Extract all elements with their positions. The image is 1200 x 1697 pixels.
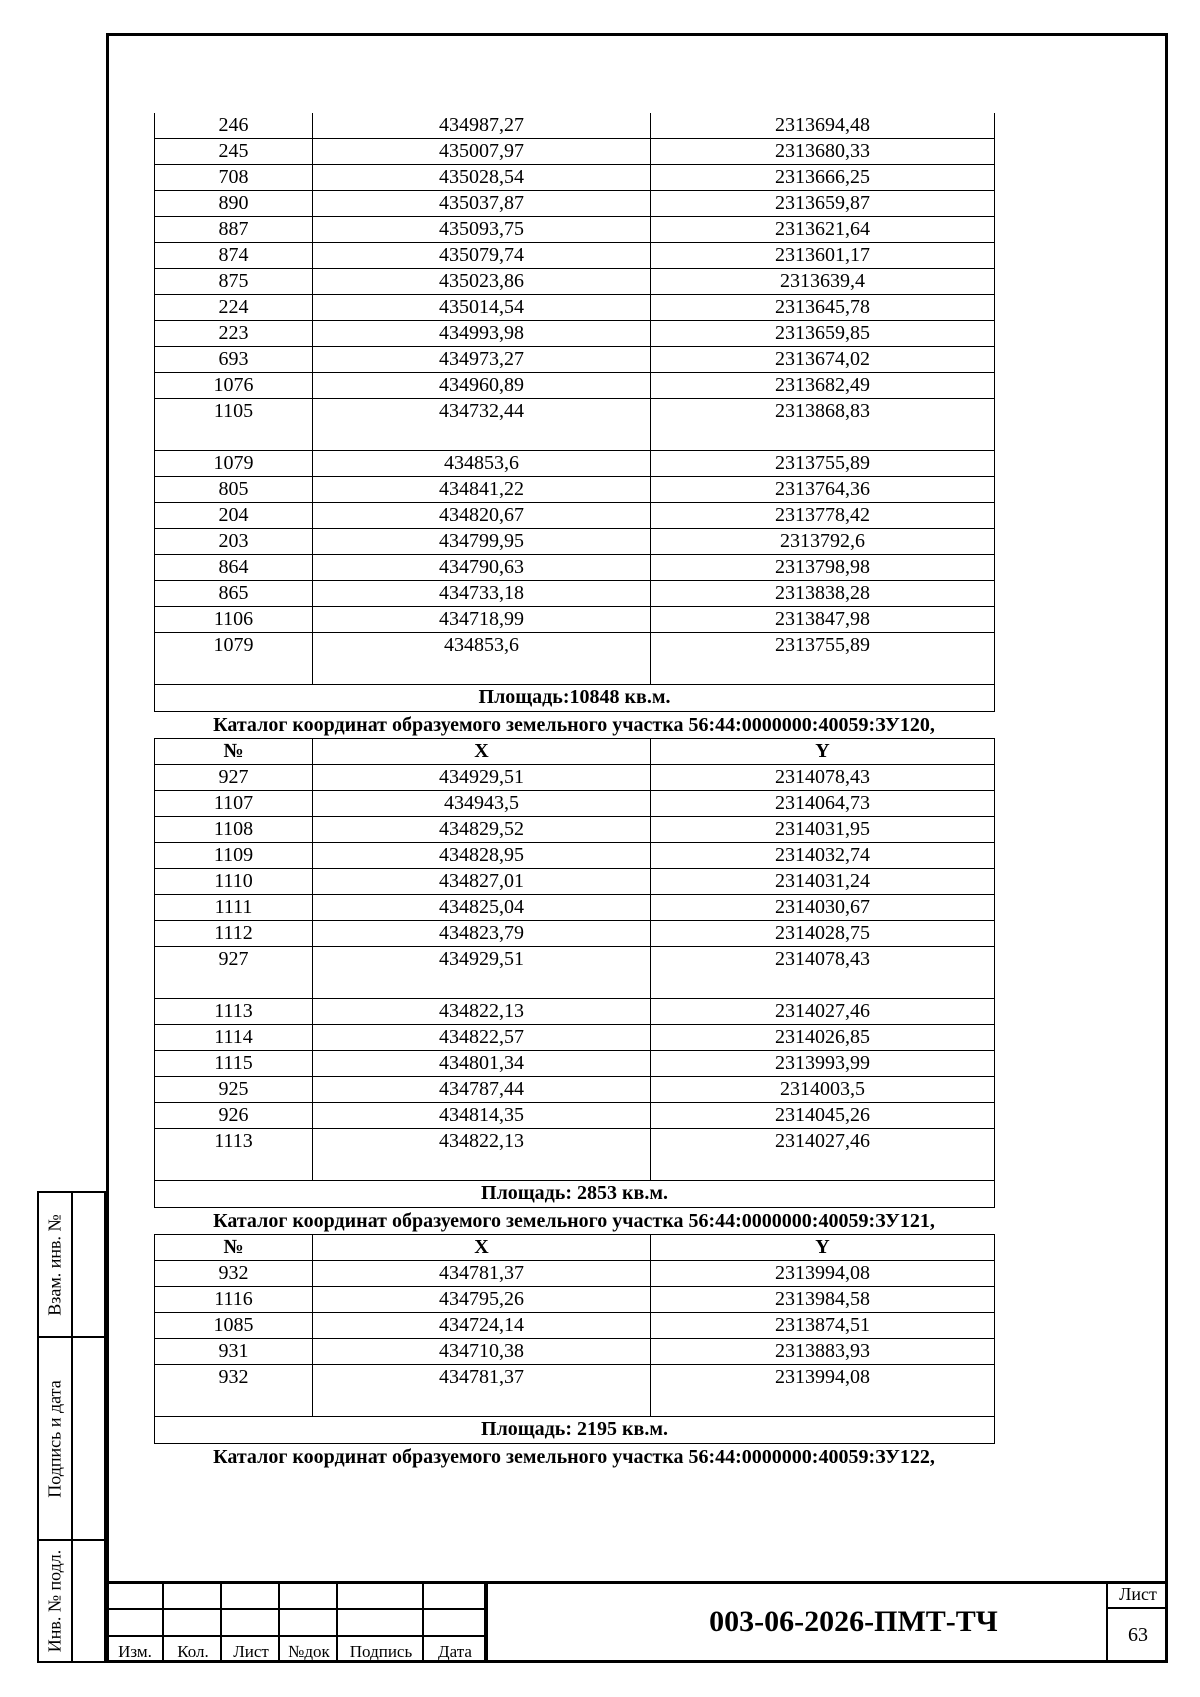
x-coordinate-cell: 434828,95 <box>313 843 651 869</box>
side-stamp-podpis <box>37 1336 106 1541</box>
y-coordinate-cell: 2314027,46 <box>651 999 995 1025</box>
x-coordinate-cell: 434827,01 <box>313 869 651 895</box>
table-row <box>155 1051 995 1077</box>
point-number-cell: 1107 <box>155 791 313 817</box>
y-coordinate-cell: 2313666,25 <box>651 165 995 191</box>
y-coordinate-cell: 2314031,24 <box>651 869 995 895</box>
y-coordinate-cell: 2314045,26 <box>651 1103 995 1129</box>
x-coordinate-cell: 434732,44 <box>313 399 651 451</box>
y-coordinate-cell: 2313621,64 <box>651 217 995 243</box>
table-row <box>155 529 995 555</box>
column-header-y: Y <box>651 739 995 765</box>
area-total: Площадь:10848 кв.м. <box>155 685 995 712</box>
y-coordinate-cell: 2313994,08 <box>651 1261 995 1287</box>
y-coordinate-cell: 2313874,51 <box>651 1313 995 1339</box>
x-coordinate-cell: 434814,35 <box>313 1103 651 1129</box>
column-header-x: X <box>313 1235 651 1261</box>
side-stamp-vzam <box>37 1191 106 1338</box>
point-number-cell: 1112 <box>155 921 313 947</box>
y-coordinate-cell: 2313994,08 <box>651 1365 995 1417</box>
stamp-label-data: Дата <box>438 1642 472 1661</box>
table-row <box>155 947 995 999</box>
point-number-cell: 1085 <box>155 1313 313 1339</box>
table-row <box>155 1365 995 1417</box>
y-coordinate-cell: 2314028,75 <box>651 921 995 947</box>
point-number-cell: 203 <box>155 529 313 555</box>
table-row <box>155 765 995 791</box>
table-row <box>155 581 995 607</box>
x-coordinate-cell: 434710,38 <box>313 1339 651 1365</box>
table-row <box>155 269 995 295</box>
x-coordinate-cell: 434825,04 <box>313 895 651 921</box>
y-coordinate-cell: 2313883,93 <box>651 1339 995 1365</box>
y-coordinate-cell: 2313847,98 <box>651 607 995 633</box>
document-code: 003-06-2026-ПМТ-ТЧ <box>486 1581 1200 1663</box>
x-coordinate-cell: 434993,98 <box>313 321 651 347</box>
point-number-cell: 1105 <box>155 399 313 451</box>
x-coordinate-cell: 434820,67 <box>313 503 651 529</box>
x-coordinate-cell: 435079,74 <box>313 243 651 269</box>
y-coordinate-cell: 2313778,42 <box>651 503 995 529</box>
point-number-cell: 927 <box>155 765 313 791</box>
table-row <box>155 373 995 399</box>
title-block <box>106 1581 1168 1663</box>
column-header-x: X <box>313 739 651 765</box>
point-number-cell: 1079 <box>155 451 313 477</box>
table-row <box>155 1025 995 1051</box>
point-number-cell: 1111 <box>155 895 313 921</box>
x-coordinate-cell: 435093,75 <box>313 217 651 243</box>
table-row <box>155 503 995 529</box>
area-total: Площадь: 2195 кв.м. <box>155 1417 995 1444</box>
x-coordinate-cell: 434973,27 <box>313 347 651 373</box>
table-row <box>155 321 995 347</box>
x-coordinate-cell: 435028,54 <box>313 165 651 191</box>
y-coordinate-cell: 2313639,4 <box>651 269 995 295</box>
y-coordinate-cell: 2313764,36 <box>651 477 995 503</box>
table-row <box>155 113 995 139</box>
table-row <box>155 477 995 503</box>
x-coordinate-cell: 434823,79 <box>313 921 651 947</box>
point-number-cell: 1079 <box>155 633 313 685</box>
catalog-title-zu120: Каталог координат образуемого земельного участка 56:44:0000000:40059:ЗУ120, <box>213 714 935 736</box>
y-coordinate-cell: 2314027,46 <box>651 1129 995 1181</box>
point-number-cell: 1113 <box>155 1129 313 1181</box>
table-row <box>155 869 995 895</box>
x-coordinate-cell: 435007,97 <box>313 139 651 165</box>
side-label-vzam: Взам. инв. № <box>44 1213 65 1316</box>
table-row <box>155 1313 995 1339</box>
stamp-label-ndok: №док <box>288 1642 330 1661</box>
x-coordinate-cell: 434790,63 <box>313 555 651 581</box>
x-coordinate-cell: 434853,6 <box>313 451 651 477</box>
table-row <box>155 165 995 191</box>
point-number-cell: 708 <box>155 165 313 191</box>
x-coordinate-cell: 435023,86 <box>313 269 651 295</box>
area-row <box>155 685 995 712</box>
table-row <box>155 791 995 817</box>
stamp-label-kol: Кол. <box>177 1642 209 1661</box>
table-row <box>155 347 995 373</box>
table-row <box>155 921 995 947</box>
x-coordinate-cell: 434853,6 <box>313 633 651 685</box>
table-row <box>155 817 995 843</box>
table-row <box>155 191 995 217</box>
point-number-cell: 1106 <box>155 607 313 633</box>
y-coordinate-cell: 2313993,99 <box>651 1051 995 1077</box>
point-number-cell: 246 <box>155 113 313 139</box>
table-row <box>155 1129 995 1181</box>
point-number-cell: 223 <box>155 321 313 347</box>
sheet-box <box>1106 1581 1168 1663</box>
point-number-cell: 693 <box>155 347 313 373</box>
table-row <box>155 243 995 269</box>
stamp-label-izm: Изм. <box>118 1642 152 1661</box>
stamp-label-podpis: Подпись <box>349 1642 413 1661</box>
y-coordinate-cell: 2314003,5 <box>651 1077 995 1103</box>
x-coordinate-cell: 434787,44 <box>313 1077 651 1103</box>
point-number-cell: 1109 <box>155 843 313 869</box>
y-coordinate-cell: 2313659,85 <box>651 321 995 347</box>
table-row <box>155 843 995 869</box>
table-row <box>155 1077 995 1103</box>
x-coordinate-cell: 434929,51 <box>313 947 651 999</box>
x-coordinate-cell: 434724,14 <box>313 1313 651 1339</box>
point-number-cell: 245 <box>155 139 313 165</box>
y-coordinate-cell: 2313682,49 <box>651 373 995 399</box>
point-number-cell: 926 <box>155 1103 313 1129</box>
x-coordinate-cell: 435037,87 <box>313 191 651 217</box>
table-row <box>155 1261 995 1287</box>
x-coordinate-cell: 434822,13 <box>313 999 651 1025</box>
x-coordinate-cell: 435014,54 <box>313 295 651 321</box>
x-coordinate-cell: 434929,51 <box>313 765 651 791</box>
y-coordinate-cell: 2314064,73 <box>651 791 995 817</box>
point-number-cell: 931 <box>155 1339 313 1365</box>
y-coordinate-cell: 2313755,89 <box>651 451 995 477</box>
y-coordinate-cell: 2313694,48 <box>651 113 995 139</box>
column-header-number: № <box>155 739 313 765</box>
sheet-number: 63 <box>1128 1624 1148 1646</box>
x-coordinate-cell: 434829,52 <box>313 817 651 843</box>
point-number-cell: 932 <box>155 1261 313 1287</box>
point-number-cell: 865 <box>155 581 313 607</box>
catalog-title-zu122: Каталог координат образуемого земельного участка 56:44:0000000:40059:ЗУ122, <box>213 1446 935 1468</box>
x-coordinate-cell: 434799,95 <box>313 529 651 555</box>
area-total: Площадь: 2853 кв.м. <box>155 1181 995 1208</box>
table-row <box>155 451 995 477</box>
x-coordinate-cell: 434718,99 <box>313 607 651 633</box>
revision-grid <box>106 1581 486 1663</box>
point-number-cell: 864 <box>155 555 313 581</box>
point-number-cell: 875 <box>155 269 313 295</box>
table-row <box>155 295 995 321</box>
area-row <box>155 1417 995 1444</box>
area-row <box>155 1181 995 1208</box>
y-coordinate-cell: 2314030,67 <box>651 895 995 921</box>
coord-table-zu120 <box>154 738 995 1208</box>
point-number-cell: 874 <box>155 243 313 269</box>
table-row <box>155 1339 995 1365</box>
column-header-y: Y <box>651 1235 995 1261</box>
x-coordinate-cell: 434822,13 <box>313 1129 651 1181</box>
x-coordinate-cell: 434781,37 <box>313 1365 651 1417</box>
table-row <box>155 1103 995 1129</box>
point-number-cell: 1076 <box>155 373 313 399</box>
point-number-cell: 1114 <box>155 1025 313 1051</box>
side-label-podpis: Подпись и дата <box>44 1379 65 1498</box>
y-coordinate-cell: 2313674,02 <box>651 347 995 373</box>
y-coordinate-cell: 2313798,98 <box>651 555 995 581</box>
y-coordinate-cell: 2313755,89 <box>651 633 995 685</box>
y-coordinate-cell: 2314031,95 <box>651 817 995 843</box>
side-label-inv: Инв. № подл. <box>44 1549 65 1653</box>
point-number-cell: 1108 <box>155 817 313 843</box>
table-row <box>155 399 995 451</box>
x-coordinate-cell: 434781,37 <box>313 1261 651 1287</box>
y-coordinate-cell: 2313792,6 <box>651 529 995 555</box>
x-coordinate-cell: 434733,18 <box>313 581 651 607</box>
y-coordinate-cell: 2314032,74 <box>651 843 995 869</box>
point-number-cell: 224 <box>155 295 313 321</box>
catalog-title-zu121: Каталог координат образуемого земельного участка 56:44:0000000:40059:ЗУ121, <box>213 1210 935 1232</box>
table-row <box>155 217 995 243</box>
x-coordinate-cell: 434801,34 <box>313 1051 651 1077</box>
coord-table-continued <box>154 113 995 712</box>
y-coordinate-cell: 2314026,85 <box>651 1025 995 1051</box>
y-coordinate-cell: 2313984,58 <box>651 1287 995 1313</box>
point-number-cell: 890 <box>155 191 313 217</box>
y-coordinate-cell: 2313868,83 <box>651 399 995 451</box>
page-content <box>154 113 994 1470</box>
point-number-cell: 932 <box>155 1365 313 1417</box>
x-coordinate-cell: 434841,22 <box>313 477 651 503</box>
y-coordinate-cell: 2313680,33 <box>651 139 995 165</box>
point-number-cell: 1110 <box>155 869 313 895</box>
point-number-cell: 927 <box>155 947 313 999</box>
table-row <box>155 139 995 165</box>
x-coordinate-cell: 434822,57 <box>313 1025 651 1051</box>
coord-table-zu121 <box>154 1234 995 1444</box>
table-row <box>155 999 995 1025</box>
point-number-cell: 805 <box>155 477 313 503</box>
table-row <box>155 1287 995 1313</box>
table-row <box>155 633 995 685</box>
point-number-cell: 1116 <box>155 1287 313 1313</box>
table-row <box>155 607 995 633</box>
stamp-label-list: Лист <box>233 1642 269 1661</box>
point-number-cell: 1115 <box>155 1051 313 1077</box>
x-coordinate-cell: 434943,5 <box>313 791 651 817</box>
y-coordinate-cell: 2314078,43 <box>651 765 995 791</box>
column-header-number: № <box>155 1235 313 1261</box>
table-row <box>155 555 995 581</box>
x-coordinate-cell: 434795,26 <box>313 1287 651 1313</box>
y-coordinate-cell: 2313838,28 <box>651 581 995 607</box>
y-coordinate-cell: 2313601,17 <box>651 243 995 269</box>
point-number-cell: 925 <box>155 1077 313 1103</box>
x-coordinate-cell: 434960,89 <box>313 373 651 399</box>
y-coordinate-cell: 2314078,43 <box>651 947 995 999</box>
point-number-cell: 887 <box>155 217 313 243</box>
point-number-cell: 1113 <box>155 999 313 1025</box>
side-stamp-inv <box>37 1539 106 1663</box>
y-coordinate-cell: 2313659,87 <box>651 191 995 217</box>
y-coordinate-cell: 2313645,78 <box>651 295 995 321</box>
x-coordinate-cell: 434987,27 <box>313 113 651 139</box>
table-row <box>155 895 995 921</box>
point-number-cell: 204 <box>155 503 313 529</box>
sheet-label: Лист <box>1108 1581 1168 1609</box>
